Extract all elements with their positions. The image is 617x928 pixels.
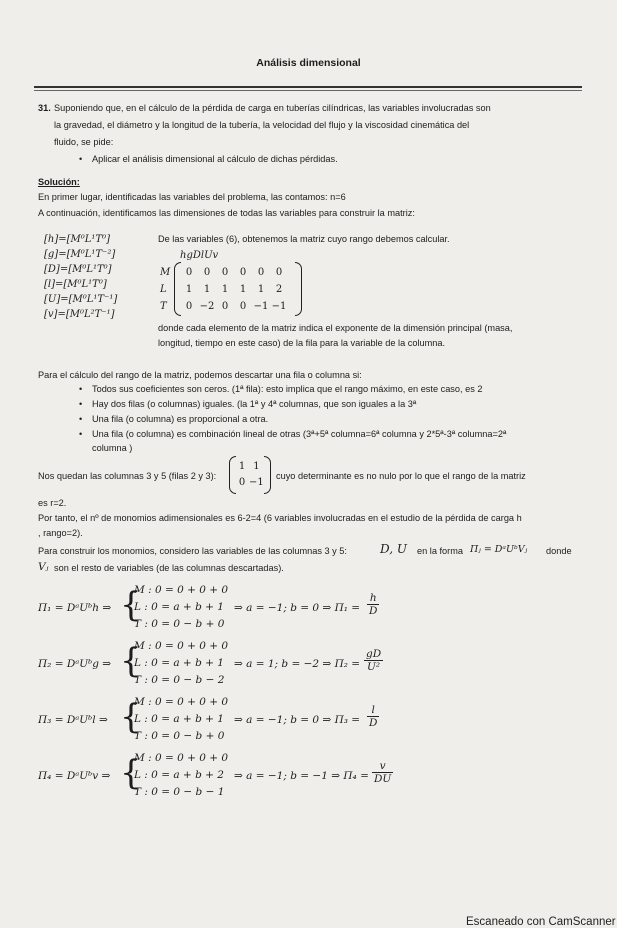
- header-rule-thin: [34, 90, 582, 91]
- problem-line: la gravedad, el diámetro y la longitud de la tubería, la velocidad del flujo y la viscosidad cinemática del: [54, 120, 470, 130]
- pi-denominator: D: [369, 605, 378, 617]
- rank-bullet: • Hay dos filas (o columnas) iguales. (la 1ª y 4ª columnas, que son iguales a la 3ª: [92, 398, 416, 410]
- pi-result: ⇒ a = −1; b = 0 ⇒ Π₃ =: [234, 714, 361, 726]
- pi-denominator: D: [369, 717, 378, 729]
- pi-system: [134, 750, 228, 801]
- matrix-column-label: v: [212, 249, 219, 261]
- pi-equation: M : 0 = 0 + 0 + 0: [134, 696, 229, 708]
- pi-lhs: Π₁ = DᵃUᵇh ⇒: [38, 602, 112, 614]
- pi-result: ⇒ a = 1; b = −2 ⇒ Π₂ =: [234, 658, 361, 670]
- system-brace: {: [120, 753, 142, 793]
- system-brace: {: [120, 585, 142, 625]
- pi-lhs: Π₃ = DᵃUᵇl ⇒: [38, 714, 108, 726]
- matrix-row: [180, 281, 288, 298]
- matrix-cell: −2: [199, 301, 215, 312]
- det-cell: 0: [238, 477, 246, 488]
- pi-system: [134, 694, 228, 745]
- system-brace: {: [120, 641, 142, 681]
- pi-fraction: [367, 592, 379, 617]
- matrix-cell: −1: [271, 301, 287, 312]
- solution-heading: Solución:: [38, 177, 80, 187]
- matrix-row-label: T: [160, 301, 167, 312]
- construct-text: donde: [546, 546, 572, 556]
- det-right-paren: [264, 456, 271, 494]
- pi-lhs: Π₄ = DᵃUᵇv ⇒: [38, 770, 111, 782]
- dimension-item: [D]=[M⁰L¹T⁰]: [44, 264, 112, 275]
- pi-fraction: [364, 648, 383, 673]
- matrix-cell: 0: [221, 267, 229, 278]
- dimension-item: [v]=[M⁰L²T⁻¹]: [44, 309, 115, 320]
- construct-vj: Vⱼ: [38, 561, 49, 573]
- pi-lhs: Π₂ = DᵃUᵇg ⇒: [38, 658, 112, 670]
- pi-numerator: l: [367, 704, 379, 717]
- matrix-cell: −1: [253, 301, 269, 312]
- pi-denominator: U²: [367, 661, 381, 673]
- pi-equation: M : 0 = 0 + 0 + 0: [134, 584, 229, 596]
- pi-denominator: DU: [374, 773, 392, 785]
- matrix-note: donde cada elemento de la matriz indica el exponente de la dimensión principal (masa,: [158, 323, 513, 333]
- construct-form: Πⱼ = DᵃUᵇVⱼ: [470, 544, 528, 555]
- construct-variables: D, U: [380, 542, 407, 556]
- dimension-list: [44, 232, 117, 322]
- construct-text: en la forma: [417, 546, 463, 556]
- problem-bullet: • Aplicar el análisis dimensional al cálculo de dichas pérdidas.: [92, 153, 338, 165]
- pi-group-4: [38, 750, 418, 806]
- pi-equation: T : 0 = 0 − b − 2: [134, 674, 225, 686]
- pi-fraction: [372, 760, 393, 785]
- matrix-column-label: D: [192, 249, 201, 261]
- pi-result: ⇒ a = −1; b = 0 ⇒ Π₁ =: [234, 602, 361, 614]
- matrix-column-label: h: [180, 249, 187, 261]
- matrix-cell: 1: [257, 284, 265, 295]
- matrix-cell: 0: [185, 267, 193, 278]
- matrix-row: [180, 264, 288, 281]
- pi-numerator: v: [372, 760, 393, 773]
- det-cell: −1: [249, 477, 264, 488]
- construct-text: Para construir los monomios, considero las variables de las columnas 3 y 5:: [38, 546, 347, 556]
- pi-equation: T : 0 = 0 − b + 0: [134, 618, 225, 630]
- pi-equation: L : 0 = a + b + 2: [134, 769, 224, 781]
- matrix-header: [180, 248, 218, 262]
- matrix-intro: De las variables (6), obtenemos la matriz cuyo rango debemos calcular.: [158, 234, 450, 244]
- pi-group-1: [38, 582, 418, 638]
- rank-bullet: • Todos sus coeficientes son ceros. (1ª fila): esto implica que el rango máximo, en este caso, es 2: [92, 383, 483, 395]
- matrix-cell: 1: [239, 284, 247, 295]
- determinant-matrix: [229, 456, 271, 494]
- page-title: Análisis dimensional: [256, 57, 361, 69]
- pi-group-2: [38, 638, 418, 694]
- rank-bullet: • Una fila (o columna) es proporcional a otra.: [92, 413, 268, 425]
- matrix-cell: 0: [203, 267, 211, 278]
- matrix-row-labels: [160, 264, 170, 315]
- pi-equation: M : 0 = 0 + 0 + 0: [134, 640, 229, 652]
- pi-result: ⇒ a = −1; b = −1 ⇒ Π₄ =: [234, 770, 369, 782]
- pi-system: [134, 638, 228, 689]
- pi-equation: T : 0 = 0 − b + 0: [134, 730, 225, 742]
- rank-bullet: • Una fila (o columna) es combinación lineal de otras (3ª+5ª columna=6ª columna y 2*5ª-3ª columna=2ª: [92, 428, 506, 440]
- dimension-item: [U]=[M⁰L¹T⁻¹]: [44, 294, 118, 305]
- rank-result: es r=2.: [38, 498, 67, 508]
- pi-system: [134, 582, 228, 633]
- construct-text: son el resto de variables (de las columnas descartadas).: [54, 563, 284, 573]
- dimension-item: [h]=[M⁰L¹T⁰]: [44, 234, 111, 245]
- matrix-cell: 0: [257, 267, 265, 278]
- pi-group-3: [38, 694, 418, 750]
- matrix-row: [180, 298, 288, 315]
- matrix-body: [174, 262, 302, 316]
- matrix-right-paren: [295, 262, 302, 316]
- pi-equation: L : 0 = a + b + 1: [134, 601, 224, 613]
- matrix-cell: 2: [275, 284, 283, 295]
- remaining-columns-text: Nos quedan las columnas 3 y 5 (filas 2 y 3):: [38, 471, 217, 481]
- monomials-count: , rango=2).: [38, 528, 83, 538]
- pi-numerator: gD: [366, 648, 382, 660]
- rank-bullet-continuation: columna ): [92, 443, 133, 453]
- pi-equation: T : 0 = 0 − b − 1: [134, 786, 225, 798]
- matrix-row-label: L: [160, 284, 167, 295]
- matrix-cell: 0: [221, 301, 229, 312]
- monomials-count: Por tanto, el nº de monomios adimensionales es 6-2=4 (6 variables involucradas en el estudio de la pérdida de carga h: [38, 513, 522, 523]
- solution-paragraph: A continuación, identificamos las dimensiones de todas las variables para construir la matriz:: [38, 208, 415, 218]
- solution-paragraph: En primer lugar, identificadas las variables del problema, las contamos: n=6: [38, 192, 346, 202]
- problem-number: 31.: [38, 103, 51, 113]
- matrix-cell: 0: [239, 301, 247, 312]
- pi-equation: L : 0 = a + b + 1: [134, 713, 224, 725]
- dimension-item: [g]=[M⁰L¹T⁻²]: [44, 249, 116, 260]
- matrix-column-label: l: [200, 249, 205, 261]
- matrix-cell: 0: [185, 301, 193, 312]
- pi-fraction: [367, 704, 379, 729]
- det-cell: 1: [238, 461, 246, 472]
- scanner-watermark: Escaneado con CamScanner: [466, 916, 616, 928]
- determinant-conclusion: cuyo determinante es no nulo por lo que el rango de la matriz: [276, 471, 526, 481]
- matrix-cell: 0: [275, 267, 283, 278]
- dimension-item: [l]=[M⁰L¹T⁰]: [44, 279, 107, 290]
- header-rule: [34, 86, 582, 88]
- rank-intro: Para el cálculo del rango de la matriz, podemos descartar una fila o columna si:: [38, 370, 362, 380]
- matrix-column-label: U: [204, 249, 213, 261]
- pi-numerator: h: [367, 592, 379, 605]
- problem-line: Suponiendo que, en el cálculo de la pérdida de carga en tuberías cilíndricas, las variables involucradas son: [54, 103, 491, 113]
- det-cell: 1: [253, 461, 260, 472]
- matrix-column-label: g: [186, 249, 193, 261]
- matrix-cell: 0: [239, 267, 247, 278]
- pi-equation: M : 0 = 0 + 0 + 0: [134, 752, 229, 764]
- matrix-cell: 1: [203, 284, 211, 295]
- problem-line: fluido, se pide:: [54, 137, 114, 147]
- matrix-note: longitud, tiempo en este caso) de la fila para la variable de la columna.: [158, 338, 446, 348]
- matrix-row-label: M: [160, 267, 171, 278]
- matrix-cell: 1: [221, 284, 229, 295]
- system-brace: {: [120, 697, 142, 737]
- pi-equation: L : 0 = a + b + 1: [134, 657, 224, 669]
- matrix-cell: 1: [185, 284, 193, 295]
